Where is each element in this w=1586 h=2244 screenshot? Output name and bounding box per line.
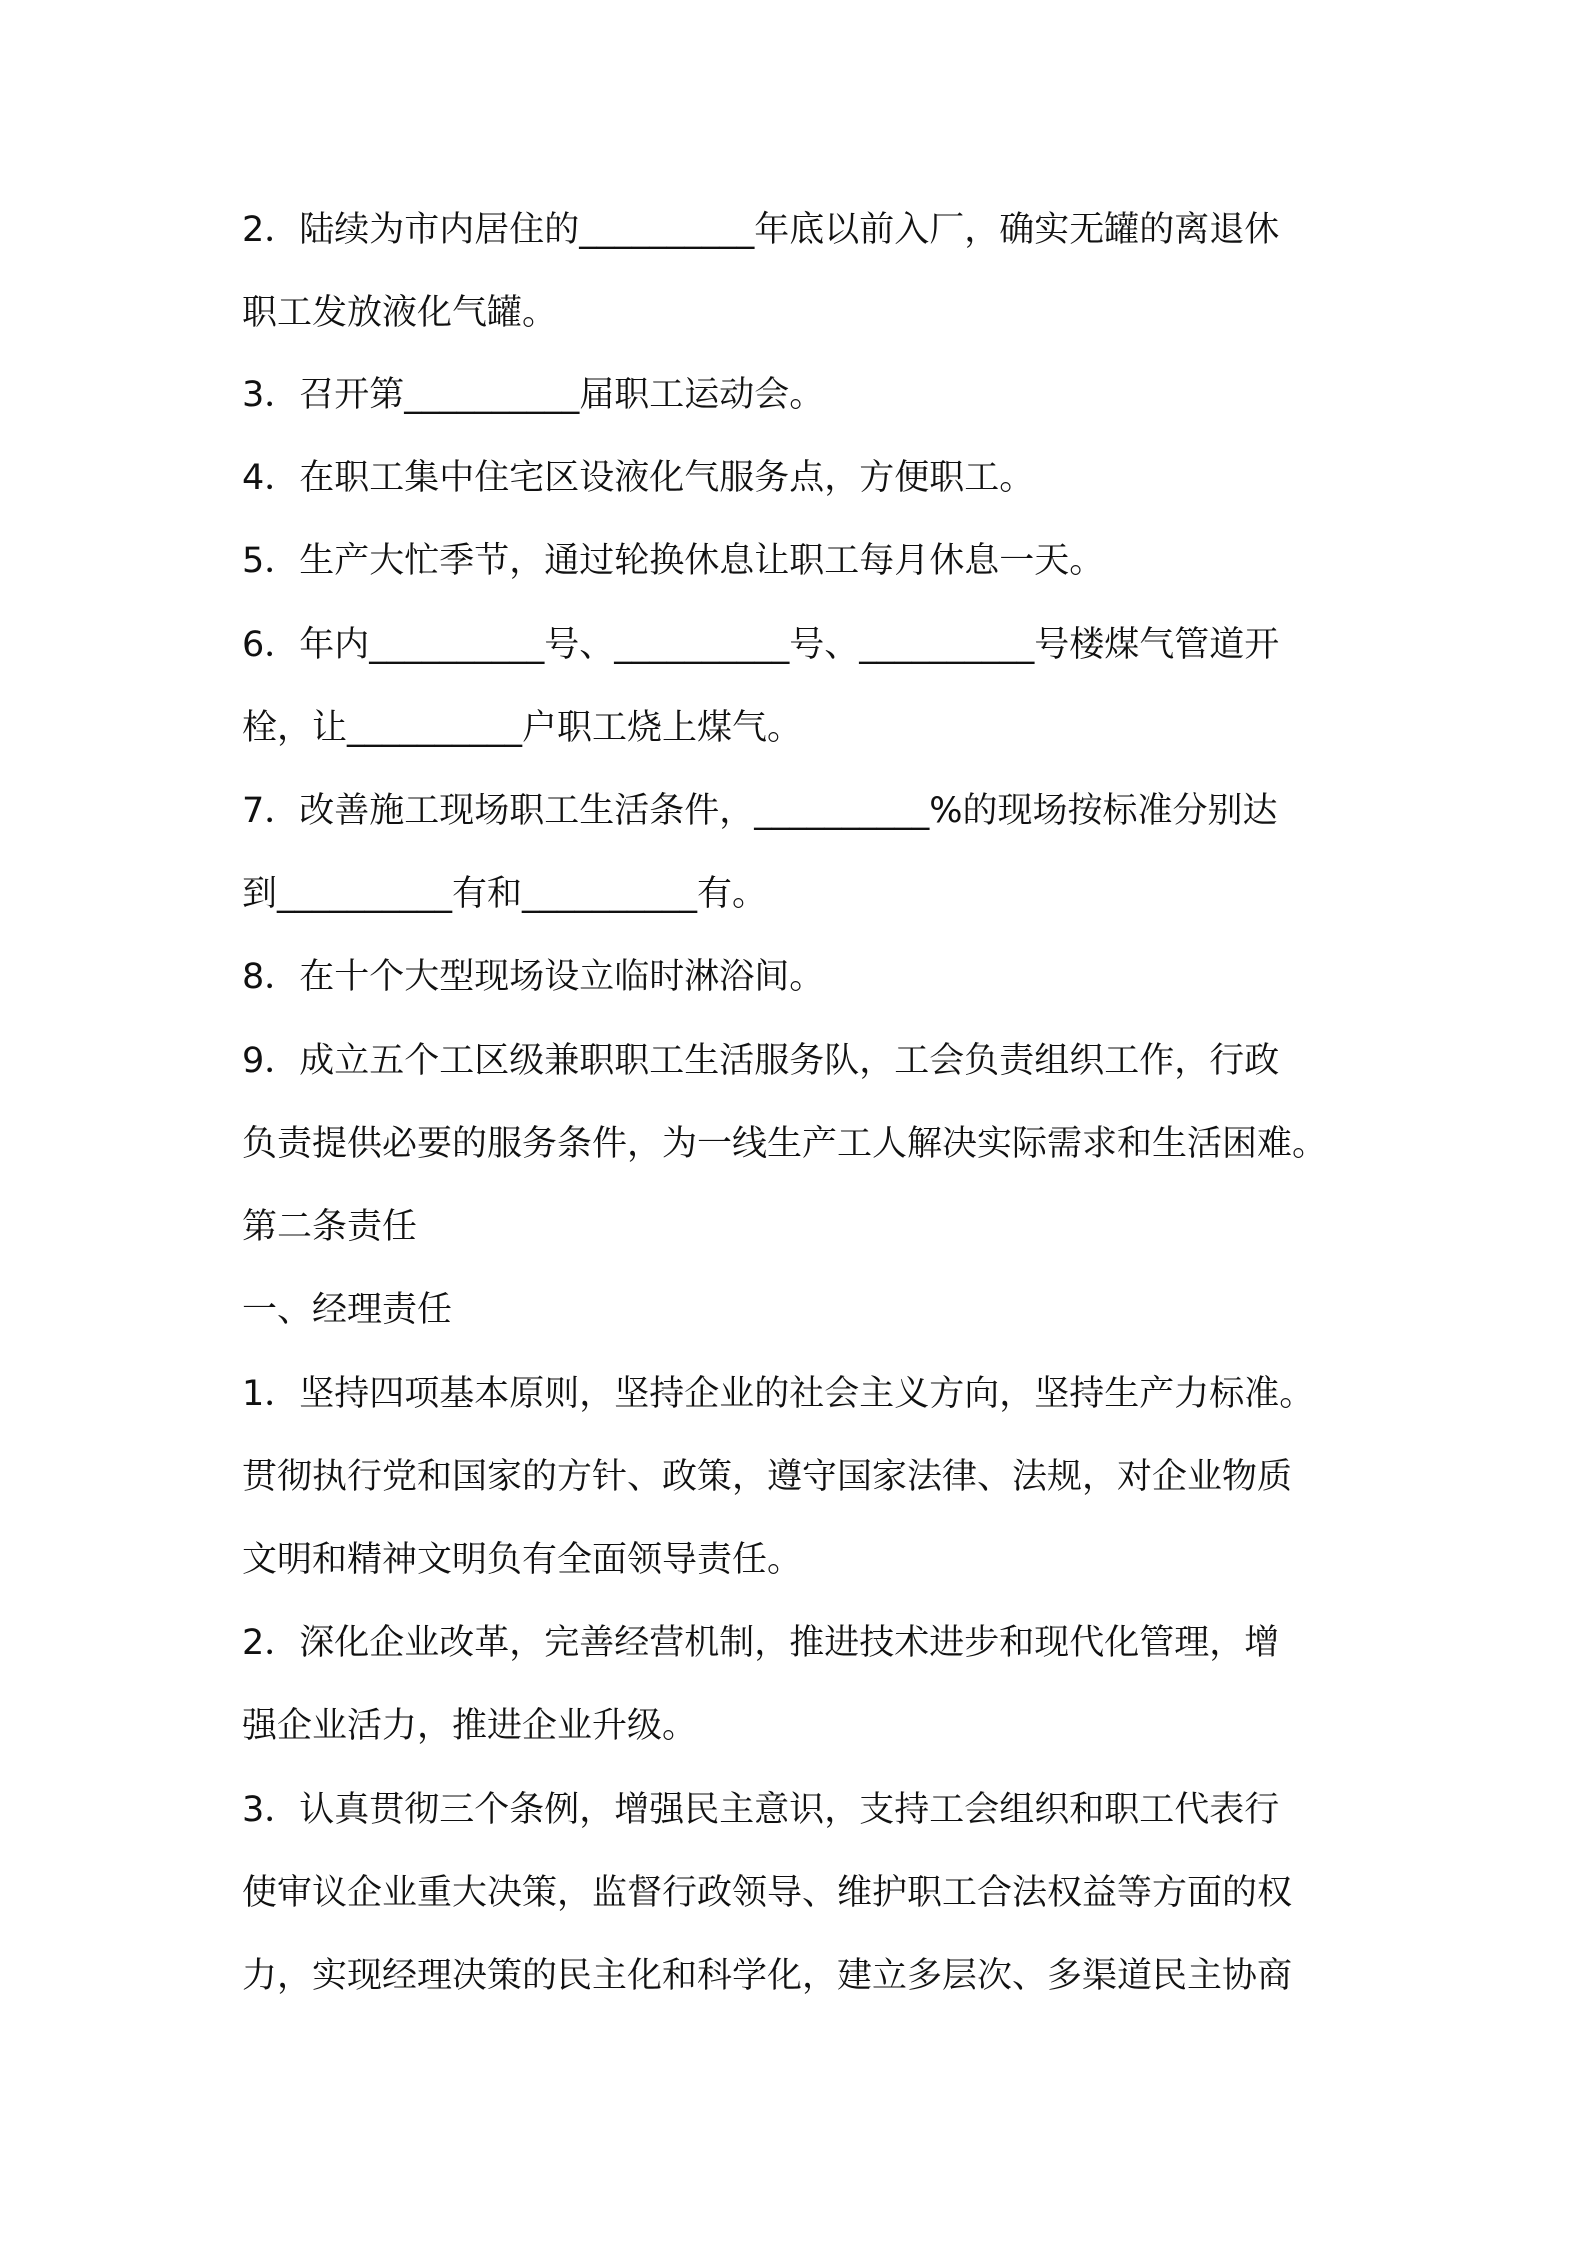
text-line: 3．召开第__________届职工运动会。: [242, 375, 825, 415]
subsection-heading: 一、经理责任: [242, 1290, 453, 1330]
text-line: 到__________有和__________有。: [242, 874, 768, 914]
text-line: 1．坚持四项基本原则，坚持企业的社会主义方向，坚持生产力标准。: [242, 1374, 1315, 1414]
text-line: 负责提供必要的服务条件，为一线生产工人解决实际需求和生活困难。: [242, 1124, 1328, 1164]
text-line: 4．在职工集中住宅区设液化气服务点，方便职工。: [242, 458, 1035, 498]
text-line: 6．年内__________号、__________号、__________号楼煤气管道开: [242, 625, 1280, 665]
text-line: 9．成立五个工区级兼职职工生活服务队，工会负责组织工作，行政: [242, 1041, 1280, 1081]
text-line: 2．陆续为市内居住的__________年底以前入厂，确实无罐的离退休: [242, 210, 1280, 250]
text-line: 7．改善施工现场职工生活条件，__________%的现场按标准分别达: [242, 791, 1278, 831]
text-line: 8．在十个大型现场设立临时淋浴间。: [242, 957, 825, 997]
text-line: 贯彻执行党和国家的方针、政策，遵守国家法律、法规，对企业物质: [242, 1457, 1293, 1497]
text-line: 力，实现经理决策的民主化和科学化，建立多层次、多渠道民主协商: [242, 1956, 1293, 1996]
text-line: 文明和精神文明负有全面领导责任。: [242, 1540, 803, 1580]
text-line: 5．生产大忙季节，通过轮换休息让职工每月休息一天。: [242, 541, 1105, 581]
text-line: 2．深化企业改革，完善经营机制，推进技术进步和现代化管理，增: [242, 1623, 1280, 1663]
section-heading: 第二条责任: [242, 1207, 418, 1247]
text-line: 职工发放液化气罐。: [242, 293, 558, 333]
text-line: 强企业活力，推进企业升级。: [242, 1706, 698, 1746]
text-line: 栓，让__________户职工烧上煤气。: [242, 708, 803, 748]
text-line: 使审议企业重大决策，监督行政领导、维护职工合法权益等方面的权: [242, 1873, 1293, 1913]
text-line: 3．认真贯彻三个条例，增强民主意识，支持工会组织和职工代表行: [242, 1790, 1280, 1830]
document-page: [242, 0, 1372, 2244]
